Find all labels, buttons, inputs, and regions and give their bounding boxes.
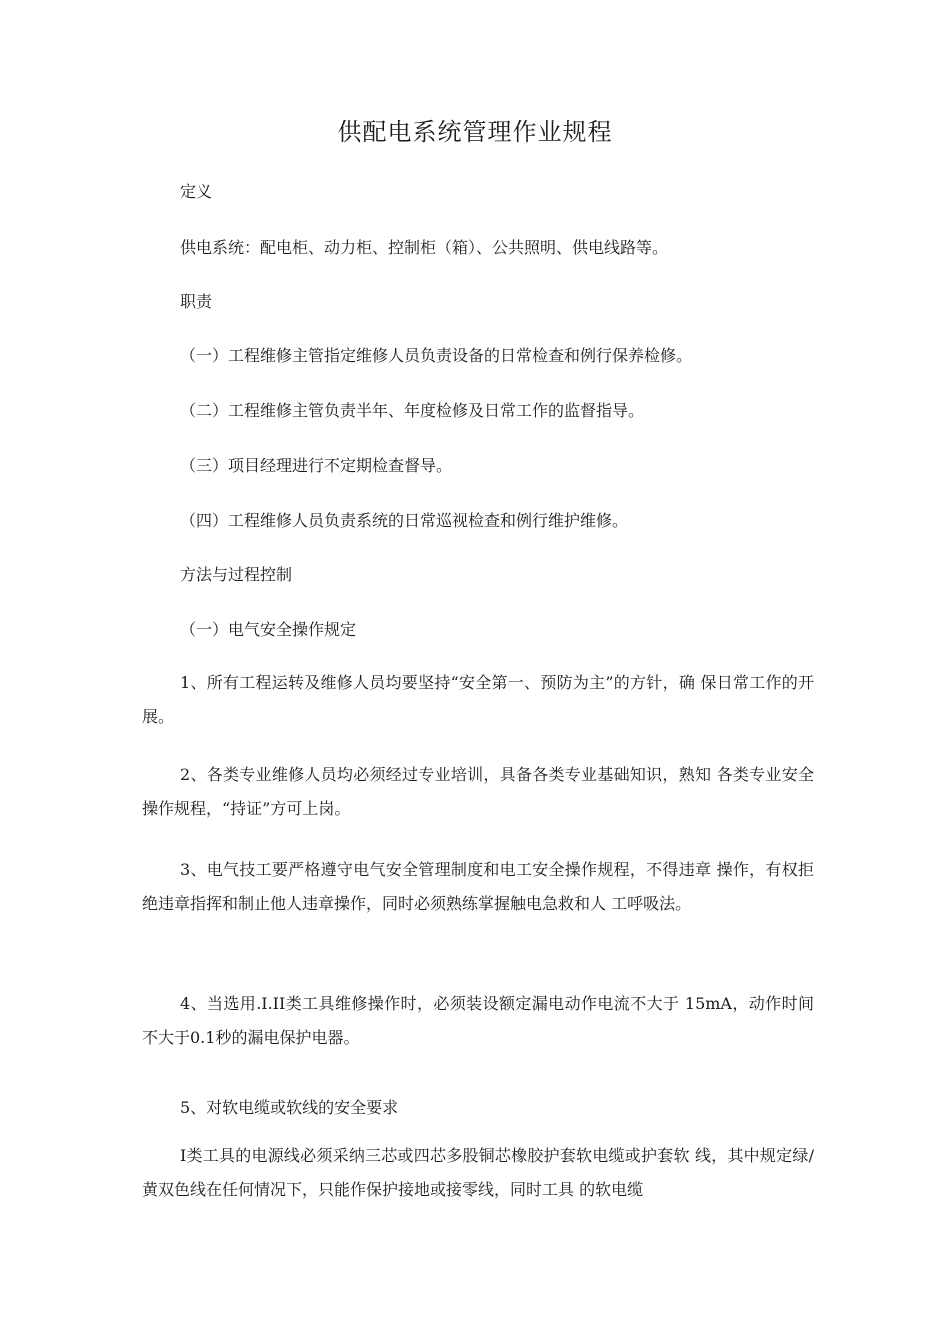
electrical-safety-heading: （一）电气安全操作规定 — [180, 620, 357, 639]
rule-2-paragraph: 2、各类专业维修人员均必须经过专业培训，具备各类专业基础知识，熟知 各类专业安全操作规程，“持证”方可上岗。 — [142, 765, 814, 818]
rule-1-paragraph: 1、所有工程运转及维修人员均要坚持“安全第一、预防为主”的方针，确 保日常工作的开展。 — [142, 673, 814, 726]
rule-4-paragraph: 4、当选用.I.II类工具维修操作时，必须装设额定漏电动作电流不大于 15mA，动作时间不大于0.1秒的漏电保护电器。 — [142, 994, 814, 1047]
rule-5-heading: 5、对软电缆或软线的安全要求 — [180, 1098, 399, 1117]
rule-5-paragraph: I类工具的电源线必须采纳三芯或四芯多股铜芯橡胶护套软电缆或护套软 线，其中规定绿/黄双色线在任何情况下，只能作保护接地或接零线，同时工具 的软电缆 — [142, 1146, 814, 1199]
rule-3-paragraph: 3、电气技工要严格遵守电气安全管理制度和电工安全操作规程，不得违章 操作，有权拒绝违章指挥和制止他人违章操作，同时必须熟练掌握触电急救和人 工呼吸法。 — [142, 860, 814, 913]
duty-item-1: （一）工程维修主管指定维修人员负责设备的日常检查和例行保养检修。 — [180, 346, 693, 365]
duty-item-3: （三）项目经理进行不定期检查督导。 — [180, 456, 453, 475]
page-title: 供配电系统管理作业规程 — [337, 118, 613, 146]
duty-item-2: （二）工程维修主管负责半年、年度检修及日常工作的监督指导。 — [180, 401, 645, 420]
methods-heading: 方法与过程控制 — [180, 565, 293, 584]
duty-item-4: （四）工程维修人员负责系统的日常巡视检查和例行维护维修。 — [180, 511, 629, 530]
duties-heading: 职责 — [180, 292, 213, 311]
definition-heading: 定义 — [180, 182, 213, 201]
definition-text: 供电系统：配电柜、动力柜、控制柜（箱）、公共照明、供电线路等。 — [180, 238, 669, 257]
